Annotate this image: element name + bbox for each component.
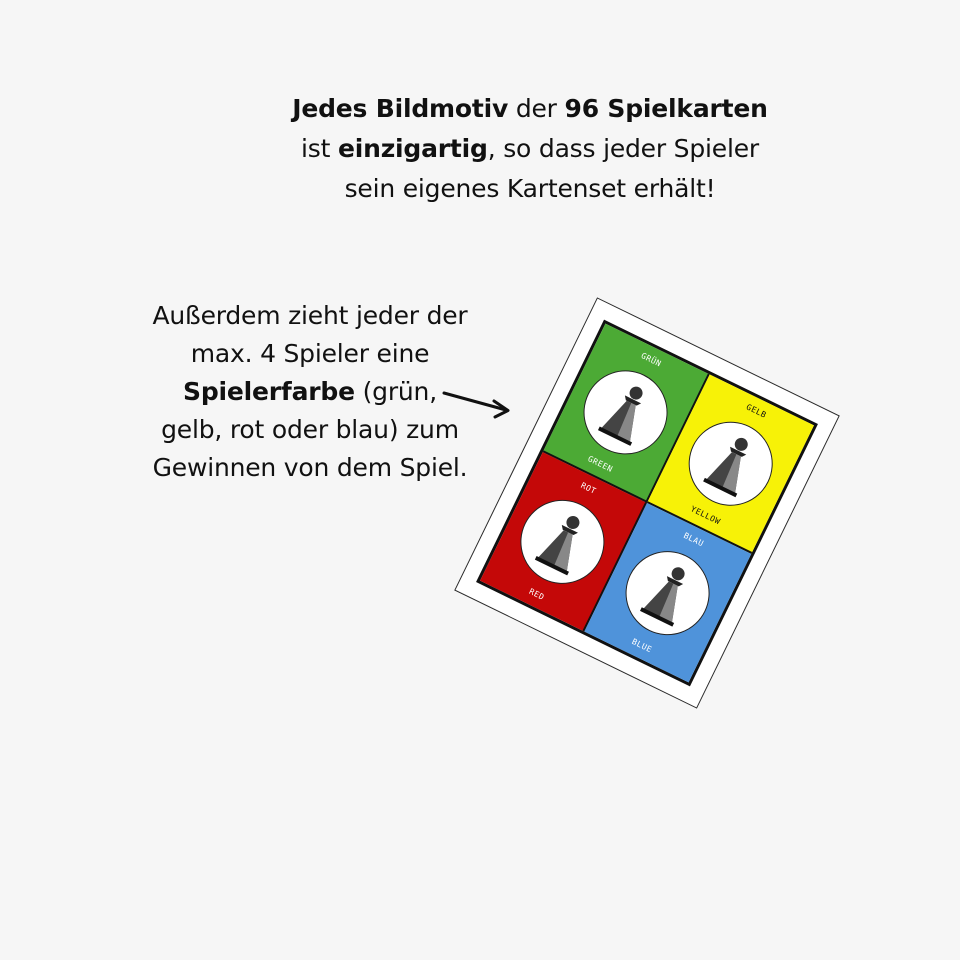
pawn-icon: [529, 504, 597, 581]
label-blue: BLUE: [630, 637, 654, 655]
heading-text: ist: [301, 134, 338, 163]
heading: [240, 89, 820, 209]
pawn-circle: [506, 485, 618, 597]
pawn-icon: [634, 556, 702, 633]
side-text-rest: (grün, gelb, rot oder blau) zum Gewinnen von dem Spiel.: [152, 377, 468, 482]
pawn-circle: [612, 537, 724, 649]
pawn-icon: [698, 426, 766, 503]
label-green: GREEN: [586, 454, 615, 474]
label-gruen: GRÜN: [639, 351, 663, 369]
pawn-circle: [675, 407, 787, 519]
label-red: RED: [527, 586, 546, 602]
pawn-circle: [570, 356, 682, 468]
heading-line-1: [240, 89, 820, 129]
pawn-icon: [592, 375, 660, 452]
heading-text: , so dass jeder Spieler: [487, 134, 759, 163]
heading-bold-einzigartig: einzigartig: [337, 134, 488, 163]
side-text: [150, 297, 470, 487]
heading-line-3: sein eigenes Kartenset erhält!: [344, 174, 716, 203]
label-rot: ROT: [579, 480, 598, 496]
side-text-bold-spielerfarbe: Spielerfarbe: [183, 377, 355, 406]
arrow-right-icon: [440, 385, 516, 421]
heading-line-2: [240, 129, 820, 169]
heading-bold-spielkarten: 96 Spielkarten: [564, 94, 768, 123]
player-color-card: [454, 297, 840, 708]
label-blau: BLAU: [682, 530, 706, 549]
heading-text: der: [508, 94, 565, 123]
label-gelb: GELB: [744, 402, 768, 420]
side-text-intro: Außerdem zieht jeder der max. 4 Spieler eine: [152, 301, 468, 368]
heading-bold-bildmotiv: Jedes Bildmotiv: [292, 94, 509, 123]
label-yellow: YELLOW: [689, 504, 722, 527]
color-grid: [476, 320, 818, 687]
